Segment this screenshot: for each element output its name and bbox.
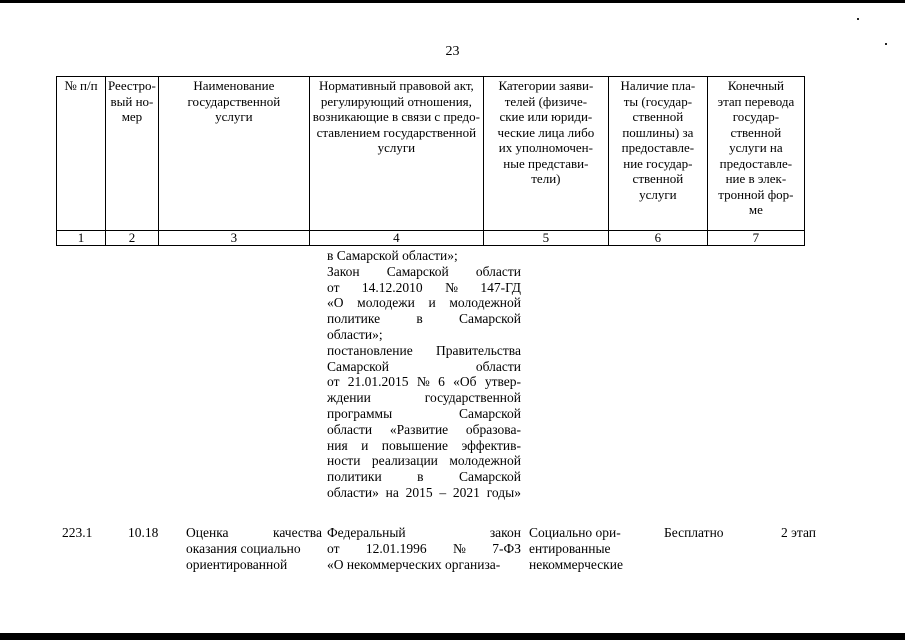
header-text-line: ты (государ- xyxy=(623,93,693,109)
legal-act-continuation xyxy=(327,248,521,501)
word: в xyxy=(416,311,423,327)
word: эффектив- xyxy=(461,437,521,453)
header-text-line: ме xyxy=(748,202,763,217)
col-header-number xyxy=(57,77,106,231)
word: от xyxy=(327,540,340,556)
word: 7-ФЗ xyxy=(492,540,521,556)
text-line: «О некоммерческих организа- xyxy=(327,556,501,572)
word: 12.01.1996 xyxy=(365,540,427,556)
word: от xyxy=(327,374,340,390)
header-text-line: пошлины) за xyxy=(622,124,694,140)
header-text-line: Нормативный правовой акт, xyxy=(318,78,474,93)
word: № xyxy=(445,279,458,295)
word: политики xyxy=(327,469,382,485)
text-line xyxy=(327,525,521,541)
column-headers-row xyxy=(57,77,805,231)
row-applicants xyxy=(529,525,649,572)
word: 2015 xyxy=(405,484,433,500)
page-number: 23 xyxy=(445,44,460,59)
text-line xyxy=(327,390,521,406)
header-text-line: Категории заяви- xyxy=(498,78,594,93)
header-text-line: Наличие пла- xyxy=(620,78,696,93)
header-text-line: государ- xyxy=(732,109,780,124)
word: постановление xyxy=(327,342,413,358)
col-number: 7 xyxy=(707,231,804,246)
text-line: ентированные xyxy=(529,540,611,556)
word: 14.12.2010 xyxy=(361,279,423,295)
header-text-line: Конечный xyxy=(727,78,784,93)
col-number: 3 xyxy=(158,231,309,246)
header-text-line: телей (физиче- xyxy=(504,93,588,109)
col-header-legal-act xyxy=(309,77,483,231)
word: государственной xyxy=(424,390,521,406)
text-line xyxy=(327,406,521,422)
header-text-line: регулирующий отношения, xyxy=(320,93,472,109)
header-text-line: ственной xyxy=(632,109,684,124)
word: «О xyxy=(327,295,344,311)
text-line xyxy=(327,422,521,438)
word: Самарской xyxy=(327,358,390,374)
header-text-line: этап перевода xyxy=(717,93,795,109)
word: политике xyxy=(327,311,381,327)
header-text-line: ские или юриди- xyxy=(499,109,593,124)
word: образова- xyxy=(465,421,521,437)
text-line xyxy=(327,295,521,311)
header-text-line: предоставле- xyxy=(719,155,793,171)
word: молодежи xyxy=(357,295,415,311)
header-text-line: тронной фор- xyxy=(718,186,794,202)
text-line: Социально ори- xyxy=(529,525,621,540)
word: ности xyxy=(327,453,361,469)
col-header-final-stage xyxy=(707,77,804,231)
header-text-line: государственной xyxy=(187,93,281,109)
col-number: 5 xyxy=(483,231,608,246)
word: повышение xyxy=(381,437,449,453)
word: Правительства xyxy=(436,342,521,358)
word: 147-ГД xyxy=(480,279,521,295)
col-number: 4 xyxy=(309,231,483,246)
column-numbers-row xyxy=(57,231,805,246)
word: – xyxy=(439,484,447,500)
page-bottom-edge xyxy=(0,633,905,640)
word: № xyxy=(416,374,430,390)
word: Самарской xyxy=(386,263,449,279)
text-line xyxy=(327,453,521,469)
word: программы xyxy=(327,405,393,421)
row-number: 223.1 xyxy=(62,525,93,540)
word: молодежной xyxy=(449,295,521,311)
word: ждении xyxy=(327,390,371,406)
col-header-registry xyxy=(106,77,159,231)
col-number: 2 xyxy=(106,231,159,246)
word: области xyxy=(475,263,521,279)
header-text-line: вый но- xyxy=(110,93,154,109)
text-line xyxy=(327,264,521,280)
col-header-service-name xyxy=(158,77,309,231)
word: Самарской xyxy=(458,405,521,421)
word: ния xyxy=(327,437,348,453)
word: качества xyxy=(272,525,322,540)
text-line xyxy=(327,311,521,327)
text-line xyxy=(327,343,521,359)
text-line xyxy=(327,359,521,375)
row-service-name xyxy=(186,525,322,572)
word: утвер- xyxy=(484,374,521,390)
word: Самарской xyxy=(458,469,521,485)
header-text-line: № п/п xyxy=(64,78,98,93)
header-text-line: возникающие в связи с предо- xyxy=(312,109,480,124)
header-text-line: Наименование xyxy=(193,78,275,93)
header-text-line: ные представи- xyxy=(503,155,589,171)
word: 6 xyxy=(438,374,445,390)
header-text-line: тели) xyxy=(531,171,561,186)
header-text-line: их уполномочен- xyxy=(498,140,593,155)
word: области xyxy=(475,358,521,374)
header-text-line: Реестро- xyxy=(108,78,156,93)
word: реализации xyxy=(371,453,438,469)
row-final-stage: 2 этап xyxy=(781,525,817,540)
text-line xyxy=(327,374,521,390)
text-line: области»; xyxy=(327,326,383,342)
text-line: в Самарской области»; xyxy=(327,248,458,263)
page-top-edge xyxy=(0,0,905,3)
word: Самарской xyxy=(458,311,521,327)
text-line xyxy=(186,525,322,541)
word: на xyxy=(385,484,399,500)
text-line: ориентированной xyxy=(186,556,288,572)
header-text-line: услуги на xyxy=(729,140,783,155)
word: Федеральный xyxy=(327,525,406,540)
text-line: оказания социально xyxy=(186,540,301,556)
word: 2021 xyxy=(452,484,480,500)
word: «Развитие xyxy=(389,421,449,437)
scan-speck xyxy=(857,18,859,20)
word: годы» xyxy=(486,484,521,500)
word: в xyxy=(417,469,424,485)
row-fee: Бесплатно xyxy=(664,525,724,540)
word: 21.01.2015 xyxy=(347,374,409,390)
header-text-line: ственной xyxy=(632,171,684,186)
services-table-header xyxy=(56,76,805,246)
header-text-line: услуги xyxy=(215,109,253,124)
header-text-line: услуги xyxy=(377,140,416,155)
col-header-applicants xyxy=(483,77,608,231)
header-text-line: ческие лица либо xyxy=(497,124,595,140)
word: Закон xyxy=(327,263,360,279)
word: области xyxy=(327,421,373,437)
row-registry-number: 10.18 xyxy=(128,525,159,540)
header-text-line: ние государ- xyxy=(623,155,693,171)
word: молодежной xyxy=(449,453,521,469)
col-header-fee xyxy=(608,77,707,231)
text-line xyxy=(327,469,521,485)
header-text-line: ставлением государственной xyxy=(316,124,477,140)
col-number: 1 xyxy=(57,231,106,246)
text-line xyxy=(327,280,521,296)
header-text-line: предоставле- xyxy=(621,140,695,155)
word: и xyxy=(428,295,436,311)
header-text-line: ние в элек- xyxy=(725,171,787,186)
text-line: некоммерческие xyxy=(529,556,623,572)
header-text-line: услуги xyxy=(639,186,677,202)
word: области» xyxy=(327,484,379,500)
word: от xyxy=(327,279,340,295)
word: № xyxy=(453,540,466,556)
header-text-line: мер xyxy=(121,109,143,124)
text-line xyxy=(327,541,521,557)
col-number: 6 xyxy=(608,231,707,246)
text-line xyxy=(327,485,521,501)
word: Оценка xyxy=(186,525,229,540)
row-legal-act xyxy=(327,525,521,572)
word: и xyxy=(361,437,369,453)
word: «Об xyxy=(453,374,477,390)
word: закон xyxy=(489,525,521,540)
header-text-line: ственной xyxy=(730,124,782,140)
text-line xyxy=(327,438,521,454)
